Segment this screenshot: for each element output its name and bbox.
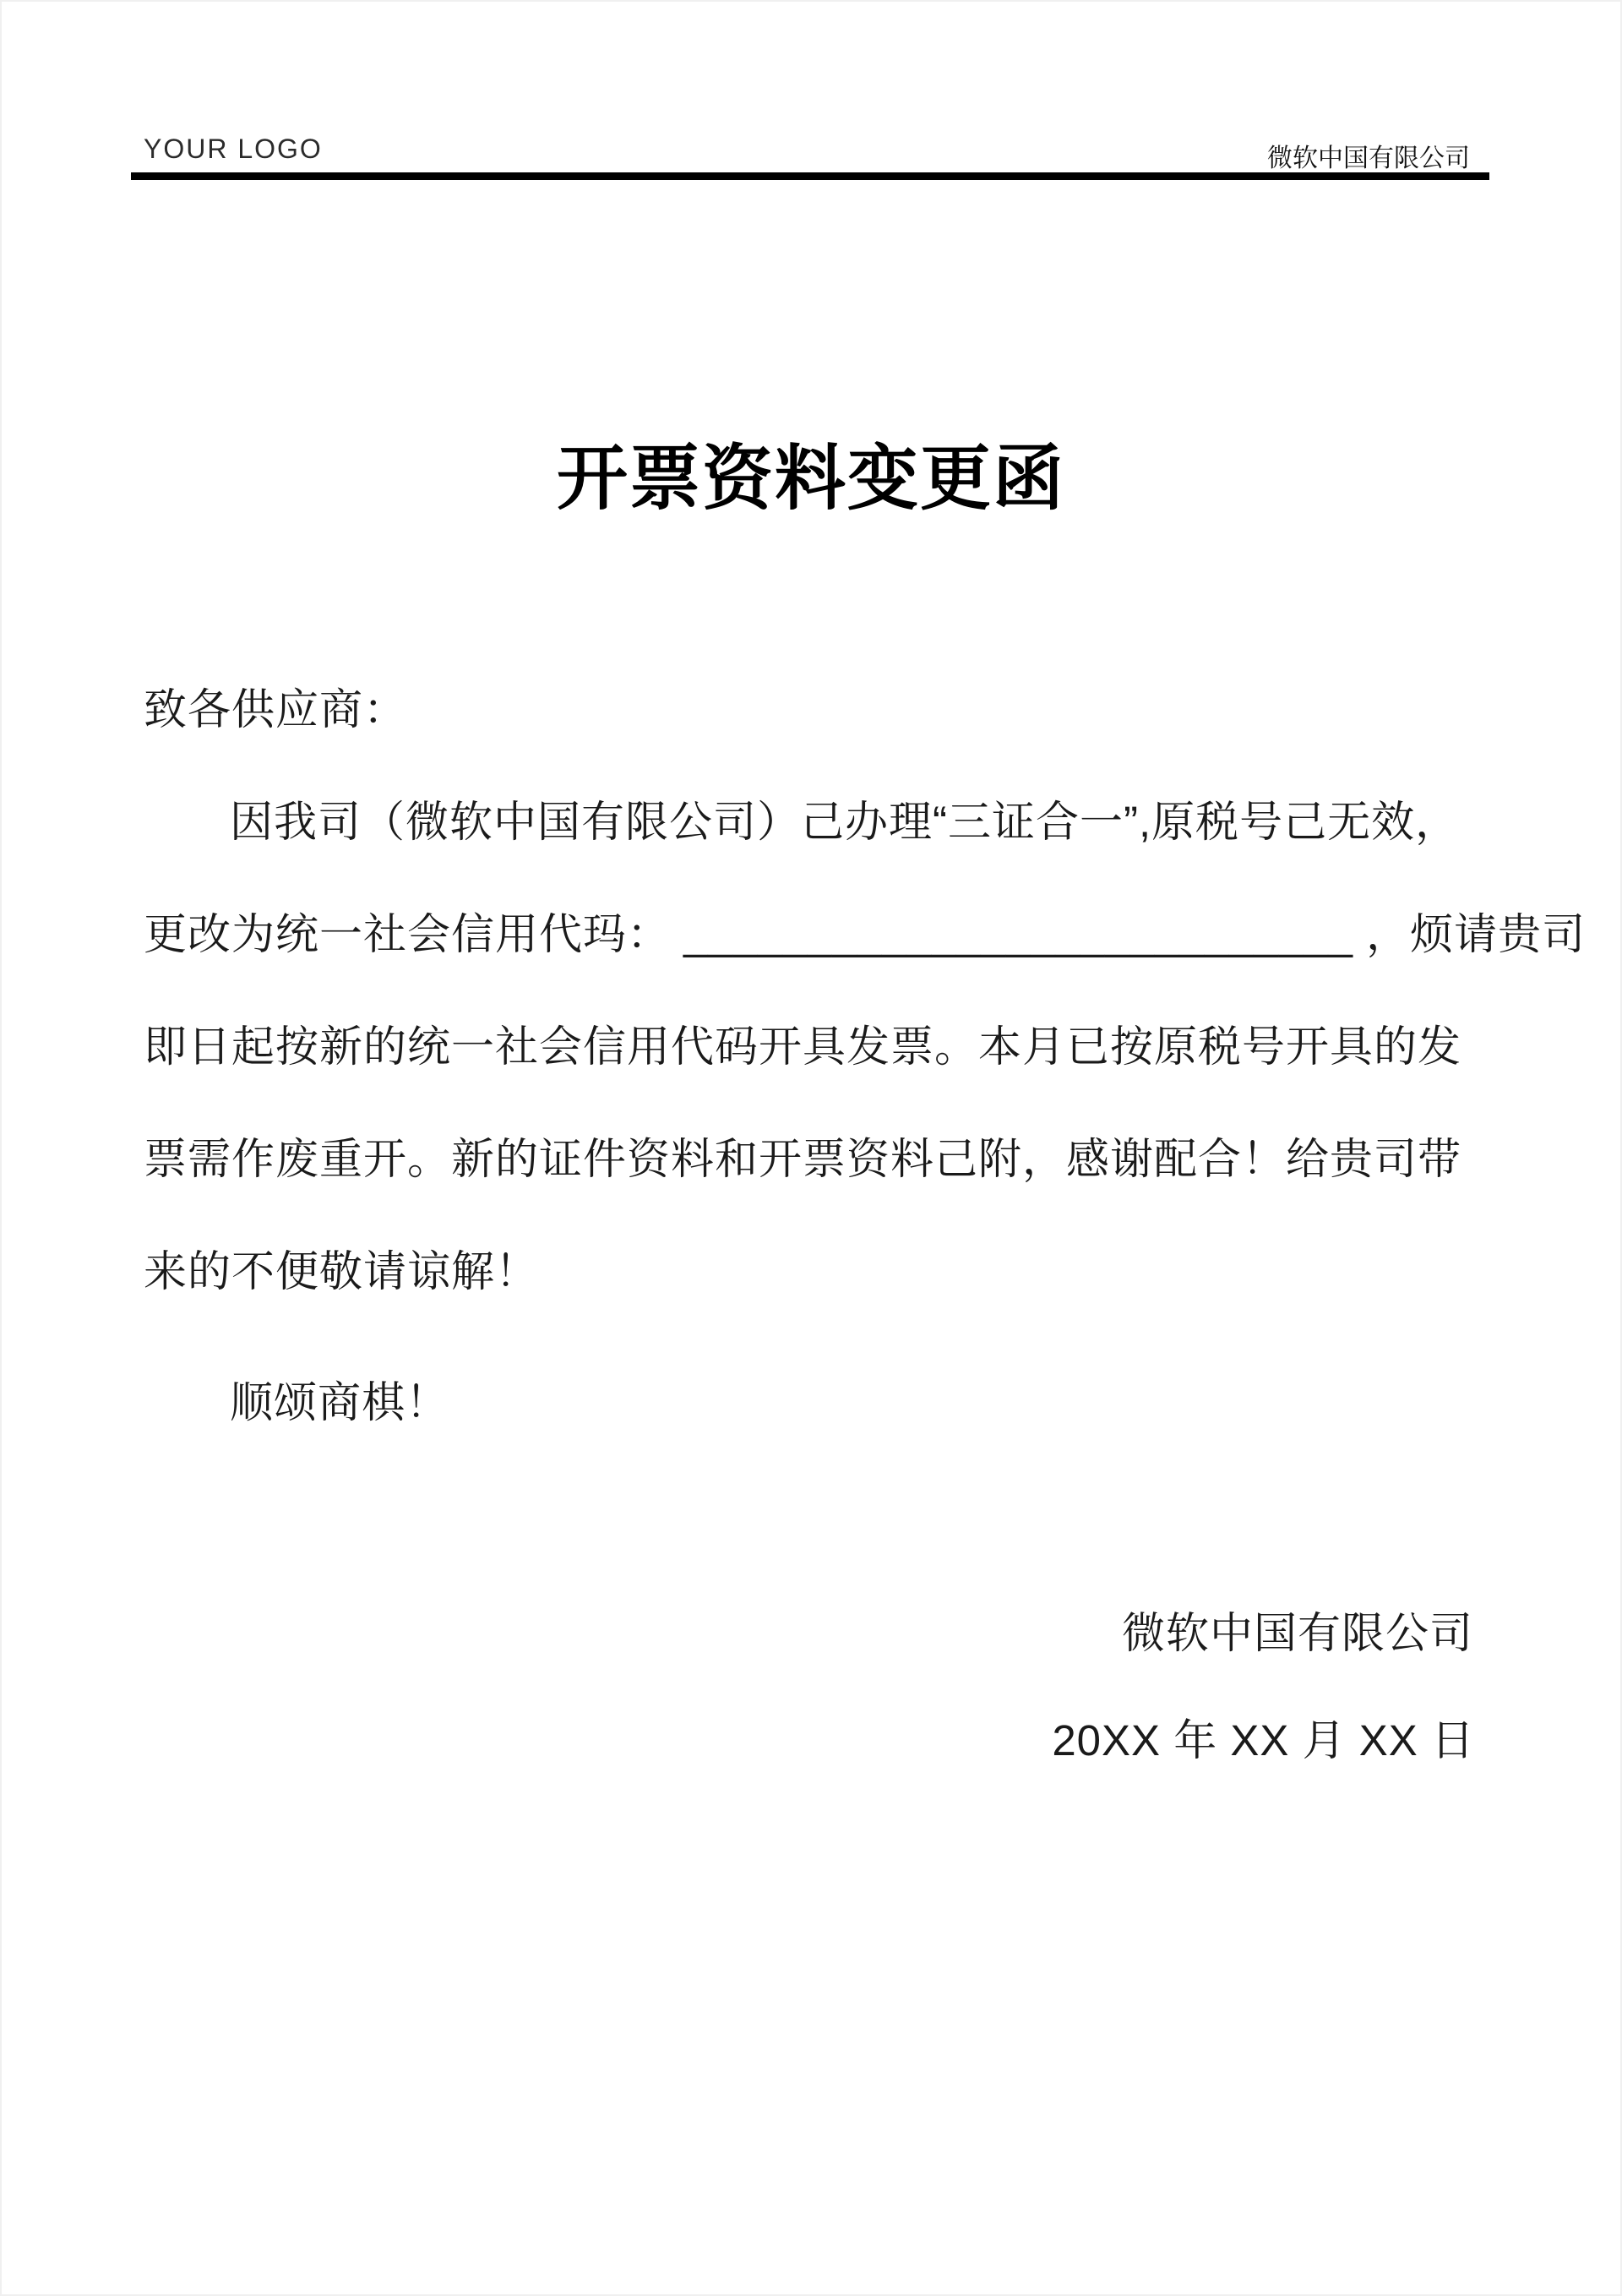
paragraph-line: 即日起按新的统一社会信用代码开具发票。本月已按原税号开具的发 [144, 1023, 1462, 1071]
paragraph-line: 因我司（微软中国有限公司）己办理“三证合一”,原税号己无效， [230, 798, 1460, 846]
closing-phrase: 顺颂商棋！ [230, 1378, 450, 1426]
logo-text: YOUR LOGO [144, 134, 323, 164]
header-divider-rule [131, 172, 1489, 180]
signature-date: 20XX 年 XX 月 XX 日 [1052, 1716, 1475, 1764]
paragraph-line-with-blank: 更改为统一社会信用代玛： ___________________________ ，烦请贵司 [144, 910, 1587, 958]
paragraph-line: 来的不便敬请谅解！ [144, 1247, 540, 1295]
page-title: 开票资料变更函 [556, 439, 1065, 518]
signature-company-name: 微软中国有限公司 [1121, 1609, 1473, 1657]
header-company-name: 微软中国有限公司 [1267, 145, 1470, 172]
salutation: 致各供应商： [144, 685, 408, 734]
paragraph-line: 票需作废重开。新的证件资料和开票资料己附，感谢配合！给贵司带 [144, 1135, 1462, 1183]
letter-body [144, 766, 1587, 1328]
